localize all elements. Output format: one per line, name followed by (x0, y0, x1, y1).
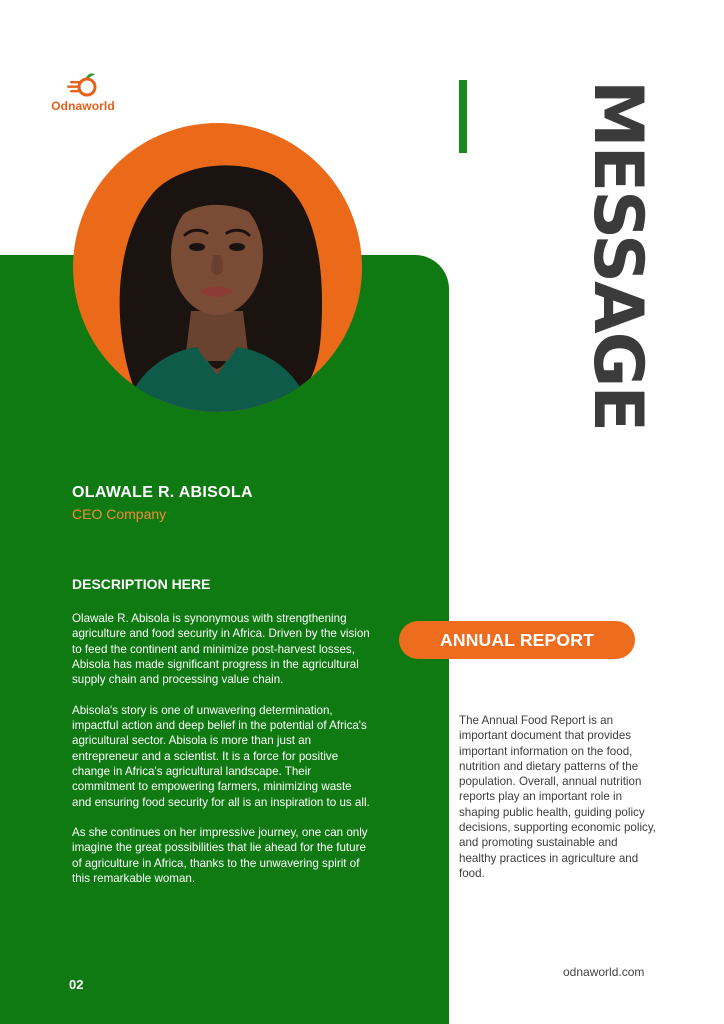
description-body (72, 611, 372, 902)
page-number: 02 (69, 977, 84, 992)
ceo-portrait (73, 123, 362, 412)
vegetable-basket-icon (64, 72, 102, 98)
profile-name: OLAWALE R. ABISOLA (72, 484, 253, 501)
description-paragraph: As she continues on her impressive journey, one can only imagine the great possibilities that lie ahead for the future of agriculture in Africa, thanks to the unwavering spirit of this remarkable woman. (72, 826, 368, 886)
accent-bar (459, 80, 467, 153)
description-paragraph: Abisola's story is one of unwavering determination, impactful action and deep belief in the potential of Africa's agricultural sector. Abisola is more than just an entrepreneur and a scientist. It is a force for positive change in Africa's agricultural landscape. Their commitment to empowering farmers, minimizing waste and ensuring food security for all is an inspiration to us all. (72, 703, 370, 809)
page-title: MESSAGE (578, 80, 657, 430)
profile-role: CEO Company (72, 506, 167, 522)
annual-report-badge: ANNUAL REPORT (399, 621, 635, 659)
description-heading: DESCRIPTION HERE (72, 576, 211, 592)
brand-name: Odnaworld (51, 99, 115, 113)
description-paragraph: Olawale R. Abisola is synonymous with strengthening agriculture and food security in Africa. Driven by the vision to feed the continent and minimize post-harvest losses, Abisola has made significant progress in the agricultural supply chain and processing value chain. (72, 612, 370, 687)
portrait-illustration (73, 123, 362, 412)
brand-logo (46, 72, 120, 116)
annual-report-text: The Annual Food Report is an important document that provides important information on the food, nutrition and dietary patterns of the population. Overall, annual nutrition reports play an important role in shaping public health, guiding policy decisions, supporting economic policy, and promoting sustainable and healthy practices in agriculture and food. (459, 714, 656, 880)
website-link[interactable]: odnaworld.com (563, 965, 645, 979)
